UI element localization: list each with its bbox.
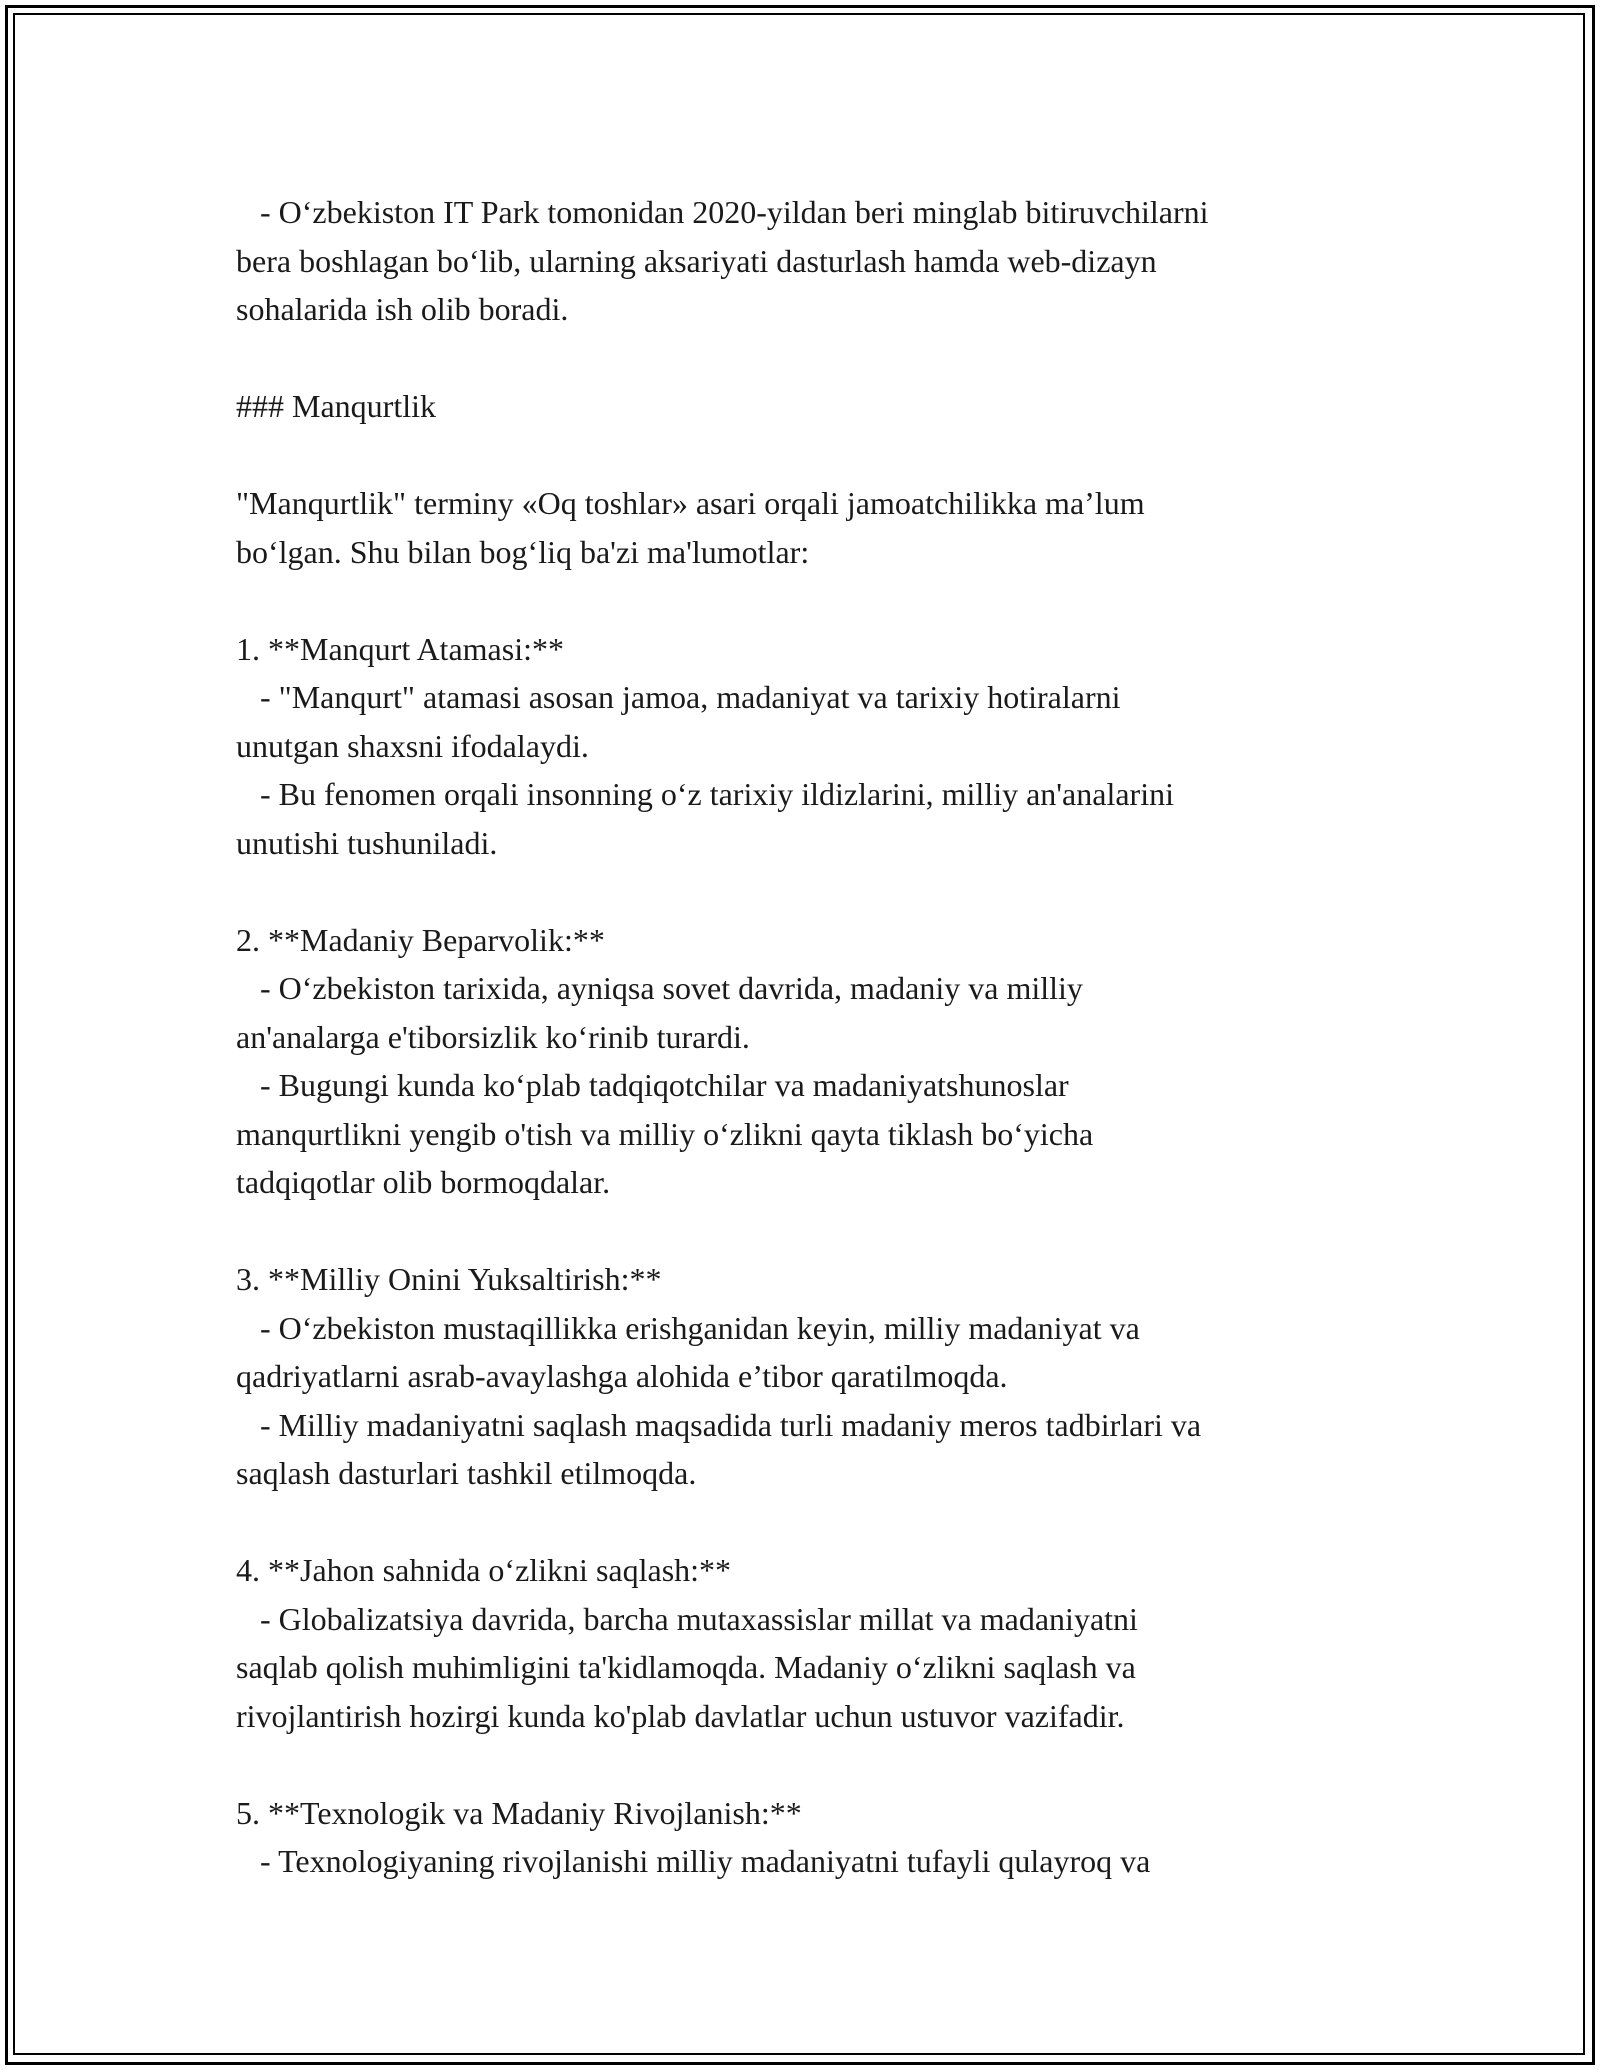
- list-item-line: unutishi tushuniladi.: [236, 824, 498, 861]
- list-item-line: saqlash dasturlari tashkil etilmoqda.: [236, 1455, 697, 1491]
- blank-line: [236, 1740, 1386, 1789]
- blank-line: [236, 576, 1386, 625]
- list-item-line: - O‘zbekiston mustaqillikka erishganidan keyin, milliy madaniyat va: [236, 1309, 1140, 1346]
- list-item-line: - Milliy madaniyatni saqlash maqsadida turli madaniy meros tadbirlari va: [236, 1406, 1202, 1443]
- blank-line: [236, 867, 1386, 916]
- section-heading: ### Manqurtlik: [236, 388, 436, 424]
- intro-line: sohalarida ish olib boradi.: [236, 291, 569, 327]
- list-item-line: an'analarga e'tiborsizlik ko‘rinib turardi.: [236, 1018, 750, 1055]
- list-item-title: 1. **Manqurt Atamasi:**: [236, 630, 564, 667]
- list-item-title: 2. **Madaniy Beparvolik:**: [236, 921, 605, 958]
- list-item-line: - Texnologiyaning rivojlanishi milliy madaniyatni tufayli qulayroq va: [236, 1843, 1151, 1879]
- list-item-line: manqurtlikni yengib o'tish va milliy o‘zlikni qayta tiklash bo‘yicha: [236, 1115, 1094, 1152]
- list-item-title: 5. **Texnologik va Madaniy Rivojlanish:**: [236, 1794, 802, 1831]
- blank-line: [236, 334, 1386, 383]
- intro-line: - O‘zbekiston IT Park tomonidan 2020-yildan beri minglab bitiruvchilarni: [236, 194, 1209, 230]
- list-item-line: qadriyatlarni asrab-avaylashga alohida e’tibor qaratilmoqda.: [236, 1358, 1008, 1394]
- list-item-title: 4. **Jahon sahnida o‘zlikni saqlash:**: [236, 1552, 732, 1588]
- list-item-line: - Globalizatsiya davrida, barcha mutaxassislar millat va madaniyatni: [236, 1600, 1138, 1637]
- list-item-line: - Bugungi kunda ko‘plab tadqiqotchilar va madaniyatshunoslar: [236, 1067, 1069, 1103]
- list-item-line: tadqiqotlar olib bormoqdalar.: [236, 1164, 611, 1200]
- list-item-line: saqlab qolish muhimligini ta'kidlamoqda. Madaniy o‘zlikni saqlash va: [236, 1649, 1136, 1685]
- list-item-line: - "Manqurt" atamasi asosan jamoa, madaniyat va tarixiy hotiralarni: [236, 679, 1121, 715]
- intro-line: bera boshlagan bo‘lib, ularning aksariyati dasturlash hamda web-dizayn: [236, 242, 1157, 279]
- list-item-line: - Bu fenomen orqali insonning o‘z tarixiy ildizlarini, milliy an'analarini: [236, 776, 1174, 812]
- blank-line: [236, 1207, 1386, 1256]
- blank-line: [236, 1498, 1386, 1547]
- paragraph-line: "Manqurtlik" terminy «Oq toshlar» asari orqali jamoatchilikka ma’lum: [236, 485, 1145, 521]
- list-item-line: unutgan shaxsni ifodalaydi.: [236, 727, 589, 764]
- paragraph-line: bo‘lgan. Shu bilan bog‘liq ba'zi ma'lumotlar:: [236, 533, 810, 570]
- list-item-line: rivojlantirish hozirgi kunda ko'plab davlatlar uchun ustuvor vazifadir.: [236, 1697, 1125, 1734]
- list-item-title: 3. **Milliy Onini Yuksaltirish:**: [236, 1261, 662, 1297]
- list-item-line: - O‘zbekiston tarixida, ayniqsa sovet davrida, madaniy va milliy: [236, 970, 1083, 1006]
- blank-line: [236, 431, 1386, 480]
- document-body: [236, 188, 1386, 1886]
